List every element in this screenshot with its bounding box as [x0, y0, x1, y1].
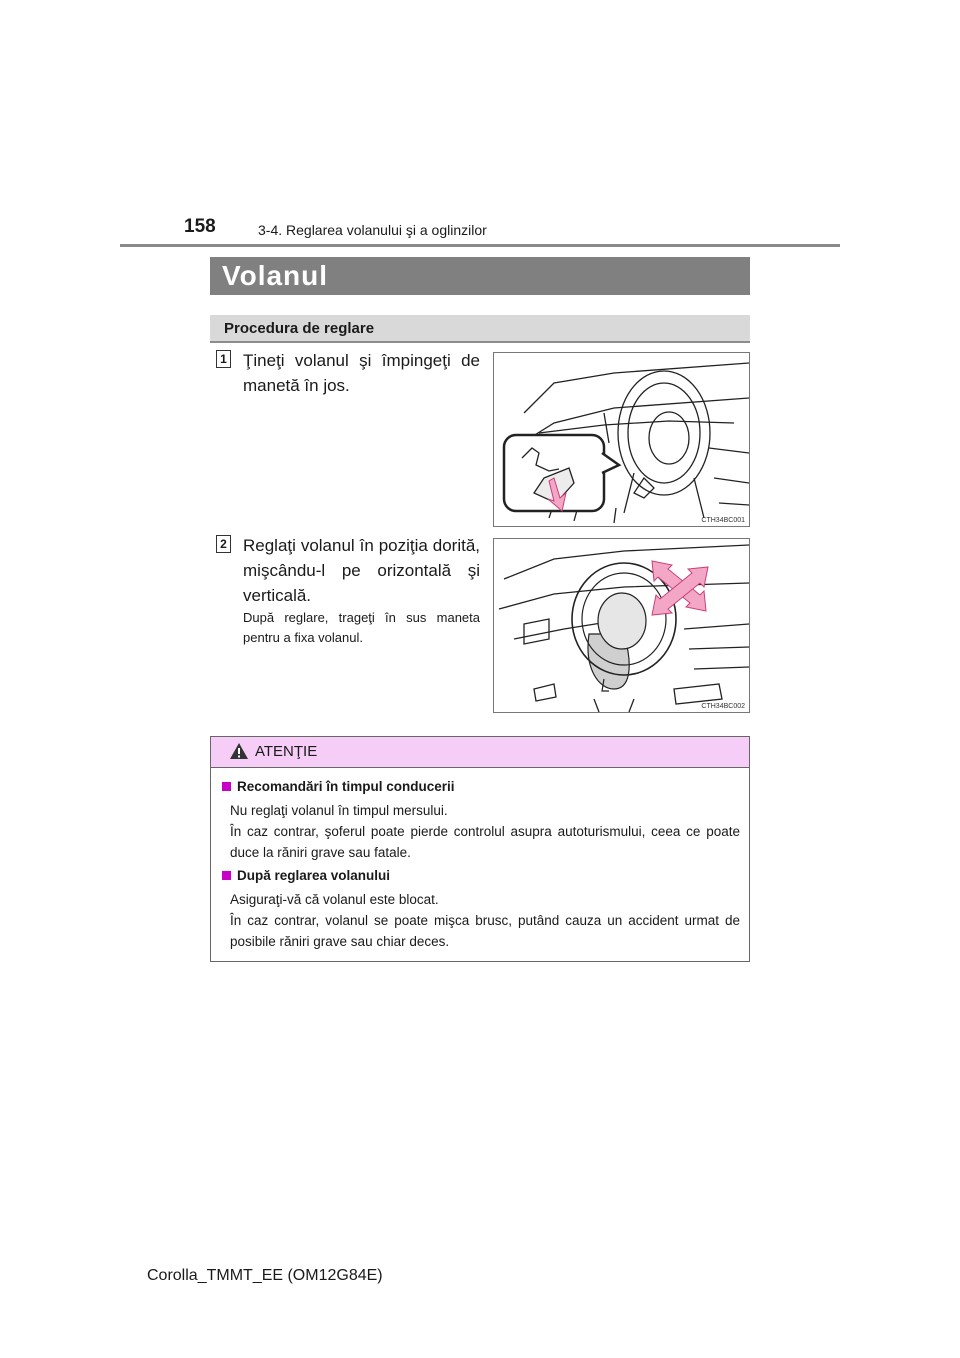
step-1-text: Ţineţi volanul şi împingeţi de manetă în jos.	[243, 351, 480, 395]
figure-2-code: CTH34BC002	[701, 703, 745, 710]
warning-heading-2-text: După reglarea volanului	[237, 868, 391, 883]
warning-line: Asiguraţi-vă că volanul este blocat.	[230, 892, 439, 907]
warning-line: În caz contrar, volanul se poate mişca brusc, putând cauza un accident urmat de posibile răniri grave sau chiar deces.	[230, 913, 740, 949]
steering-lever-illustration	[494, 353, 749, 526]
warning-box	[210, 736, 750, 962]
warning-line: În caz contrar, şoferul poate pierde controlul asupra autoturismului, ceea ce poate duce la răniri grave sau fatale.	[230, 824, 740, 860]
figure-1-code: CTH34BC001	[701, 517, 745, 524]
warning-heading-1-text: Recomandări în timpul conducerii	[237, 779, 455, 794]
section-title: 3-4. Reglarea volanului şi a oglinzilor	[258, 222, 487, 238]
step-1-number: 1	[216, 350, 231, 368]
step-2-note: După reglare, trageţi în sus maneta pentru a fixa volanul.	[243, 610, 480, 645]
warning-title: ATENŢIE	[255, 743, 318, 760]
warning-header	[211, 737, 749, 768]
warning-line: Nu reglaţi volanul în timpul mersului.	[230, 803, 448, 818]
steering-adjust-illustration	[494, 539, 749, 712]
footer-model-code: Corolla_TMMT_EE (OM12G84E)	[147, 1267, 383, 1284]
warning-triangle-icon	[229, 742, 249, 760]
warning-heading-1	[222, 779, 455, 794]
procedure-subheading: Procedura de reglare	[210, 315, 750, 343]
step-2-text: Reglaţi volanul în poziţia dorită, mişcându-l pe orizontală şi verticală.	[243, 536, 480, 605]
step-1-figure	[493, 352, 750, 527]
page-number: 158	[184, 216, 216, 237]
header-rule	[120, 244, 840, 247]
step-2-number: 2	[216, 535, 231, 553]
page-title: Volanul	[210, 257, 750, 295]
warning-heading-2	[222, 868, 390, 883]
step-2-figure	[493, 538, 750, 713]
